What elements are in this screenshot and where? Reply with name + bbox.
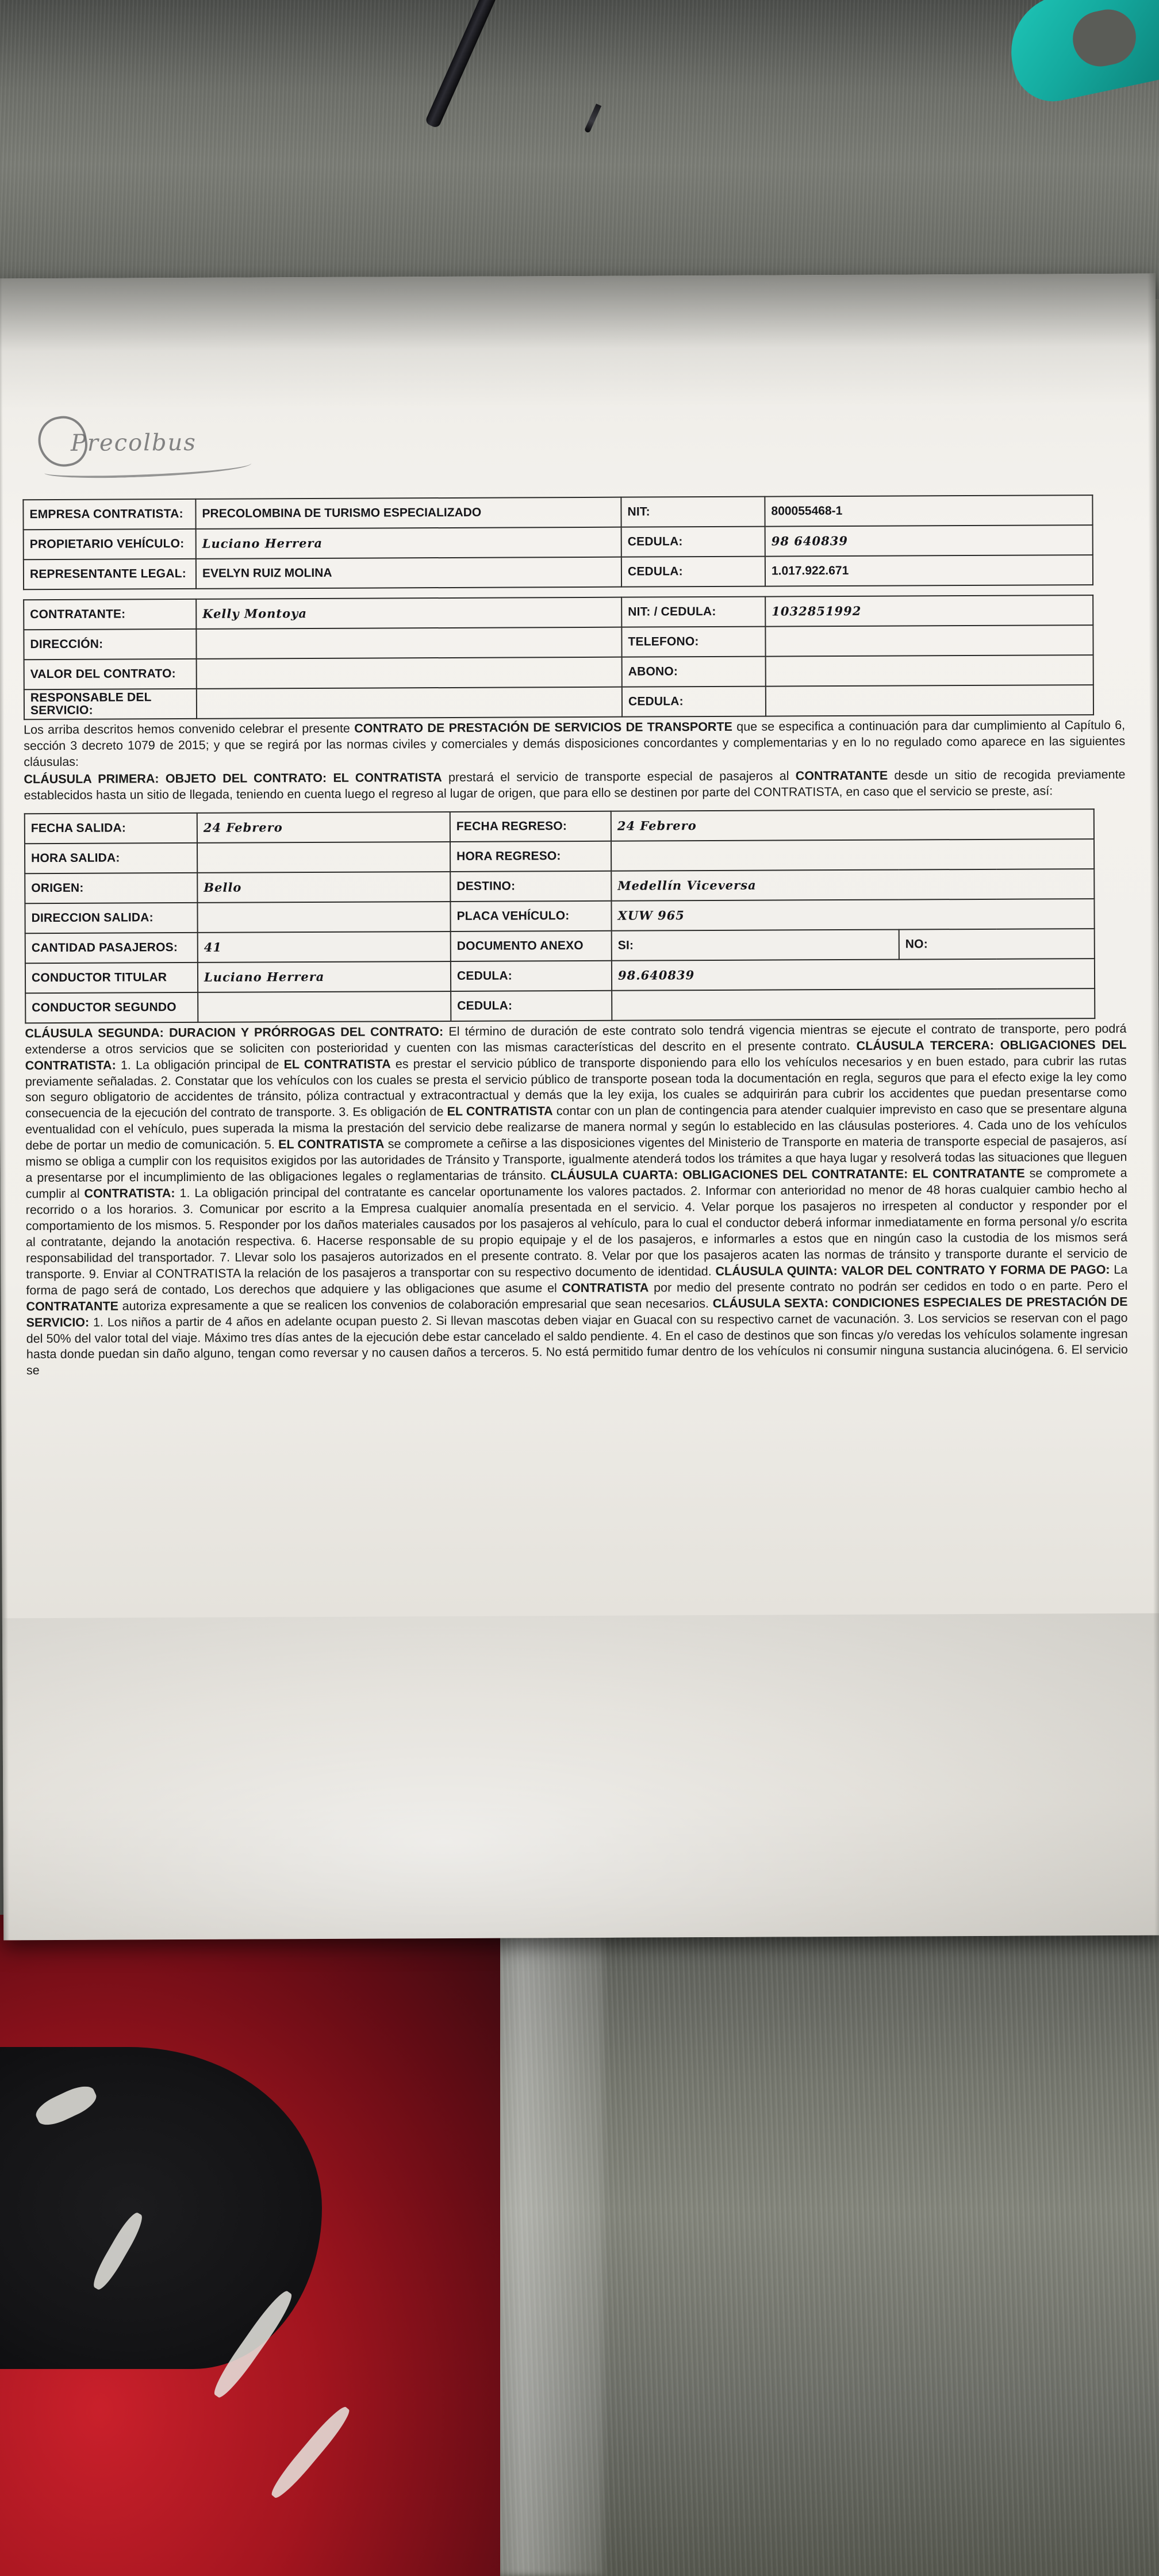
table-row bbox=[25, 959, 1095, 993]
label-empresa-contratista: EMPRESA CONTRATISTA: bbox=[23, 499, 195, 530]
value-fecha-salida: 24 Febrero bbox=[197, 812, 450, 843]
table-row bbox=[25, 929, 1095, 963]
value-cedula-conductor-titular: 98.640839 bbox=[612, 959, 1095, 991]
table-row bbox=[25, 809, 1094, 844]
contract-content bbox=[19, 406, 1133, 1379]
value-representante-legal: EVELYN RUIZ MOLINA bbox=[196, 557, 621, 589]
label-cedula-representante: CEDULA: bbox=[621, 557, 765, 587]
value-direccion-salida bbox=[197, 902, 450, 933]
paper-top-shadow bbox=[0, 274, 1156, 411]
value-cedula-propietario: 98 640839 bbox=[765, 525, 1093, 556]
value-cedula-responsable bbox=[766, 685, 1093, 716]
table-row bbox=[24, 525, 1093, 559]
label-hora-salida: HORA SALIDA: bbox=[25, 843, 197, 873]
value-propietario-vehiculo: Luciano Herrera bbox=[196, 527, 621, 559]
paper-left-edge bbox=[0, 278, 9, 1940]
company-info-table bbox=[22, 494, 1093, 590]
label-destino: DESTINO: bbox=[450, 871, 611, 901]
label-cedula-propietario: CEDULA: bbox=[621, 527, 765, 557]
value-fecha-regreso: 24 Febrero bbox=[611, 809, 1094, 841]
value-hora-regreso bbox=[611, 839, 1094, 871]
label-abono: ABONO: bbox=[622, 657, 766, 687]
value-responsable-servicio bbox=[197, 687, 622, 719]
table-row bbox=[24, 685, 1093, 719]
value-nit-cedula: 1032851992 bbox=[765, 595, 1093, 626]
value-cantidad-pasajeros: 41 bbox=[198, 931, 451, 963]
trip-info-table bbox=[24, 808, 1096, 1023]
label-anexo-si: SI: bbox=[612, 929, 899, 960]
value-conductor-segundo bbox=[198, 991, 451, 1022]
label-cedula-conductor-titular: CEDULA: bbox=[451, 960, 612, 991]
label-conductor-segundo: CONDUCTOR SEGUNDO bbox=[25, 992, 198, 1023]
clausula-primera: CLÁUSULA PRIMERA: OBJETO DEL CONTRATO: EL CONTRATISTA prestará el servicio de transporte especial de pasajeros al CONTRATANTE desde un sitio de recogida previamente establecidos hasta un sitio de llegada, teniendo en cuenta luego el regreso al lugar de origen, que para ello se destinen por parte del CONTRATISTA, en caso que el servicio se preste, así: bbox=[24, 767, 1126, 802]
label-cedula-responsable: CEDULA: bbox=[622, 687, 766, 717]
intro-paragraph: Los arriba descritos hemos convenido celebrar el presente CONTRATO DE PRESTACIÓN DE SERVICIOS DE TRANSPORTE que se especifica a continuación para dar cumplimiento al Capítulo 6, sección 3 decreto 1079 de 2015; y que se regirá por las normas civiles y comerciales y demás disposiciones concordantes y complementarias y en lo no regulado como aparece en las siguientes cláusulas: bbox=[24, 718, 1126, 769]
table-row bbox=[25, 869, 1094, 903]
value-origen: Bello bbox=[197, 872, 450, 903]
value-direccion bbox=[196, 627, 621, 659]
table-row bbox=[24, 595, 1093, 630]
value-cedula-representante: 1.017.922.671 bbox=[765, 555, 1093, 586]
label-direccion-salida: DIRECCION SALIDA: bbox=[25, 903, 197, 933]
label-documento-anexo: DOCUMENTO ANEXO bbox=[451, 930, 612, 961]
client-info-table bbox=[23, 595, 1094, 720]
value-conductor-titular: Luciano Herrera bbox=[198, 961, 451, 992]
label-nit: NIT: bbox=[621, 497, 765, 527]
value-empresa-contratista: PRECOLOMBINA DE TURISMO ESPECIALIZADO bbox=[195, 497, 621, 529]
company-logo bbox=[39, 406, 1129, 480]
value-valor-contrato bbox=[197, 657, 622, 689]
label-representante-legal: REPRESENTANTE LEGAL: bbox=[24, 559, 196, 589]
contract-paper bbox=[0, 274, 1159, 1941]
paper-right-edge bbox=[1148, 274, 1159, 1935]
label-propietario-vehiculo: PROPIETARIO VEHÍCULO: bbox=[24, 529, 196, 559]
value-cedula-conductor-segundo bbox=[612, 988, 1095, 1021]
value-telefono bbox=[765, 625, 1093, 656]
value-hora-salida bbox=[197, 842, 450, 873]
label-origen: ORIGEN: bbox=[25, 873, 197, 903]
value-nit: 800055468-1 bbox=[765, 495, 1092, 526]
label-cedula-conductor-segundo: CEDULA: bbox=[451, 990, 612, 1021]
label-hora-regreso: HORA REGRESO: bbox=[450, 841, 611, 871]
table-row bbox=[24, 655, 1093, 689]
table-row bbox=[25, 899, 1094, 933]
table-row bbox=[23, 495, 1092, 530]
table-row bbox=[25, 988, 1095, 1023]
label-contratante: CONTRATANTE: bbox=[24, 599, 196, 630]
paper-glare bbox=[2, 1613, 1159, 1941]
label-fecha-regreso: FECHA REGRESO: bbox=[450, 811, 611, 841]
value-placa-vehiculo: XUW 965 bbox=[611, 899, 1094, 931]
label-telefono: TELEFONO: bbox=[621, 627, 765, 657]
label-direccion: DIRECCIÓN: bbox=[24, 629, 196, 660]
value-contratante: Kelly Montoya bbox=[196, 597, 621, 629]
logo-wordmark: Precolbus bbox=[70, 429, 197, 457]
table-row bbox=[25, 839, 1094, 873]
label-placa-vehiculo: PLACA VEHÍCULO: bbox=[450, 900, 611, 931]
label-fecha-salida: FECHA SALIDA: bbox=[25, 813, 197, 844]
label-cantidad-pasajeros: CANTIDAD PASAJEROS: bbox=[25, 933, 198, 963]
clauses-body-text: CLÁUSULA SEGUNDA: DURACION Y PRÓRROGAS DEL CONTRATO: El término de duración de este contrato solo tendrá vigencia mientras se ejecute el contrato de transporte, pero podrá extenderse a otros servicios que se soliciten con posterioridad y cuenten con las mismas características del descrito en el presente contrato. CLÁUSULA TERCERA: OBLIGACIONES DEL CONTRATISTA: 1. La obligación principal de EL CONTRATISTA es prestar el servicio público de transporte disponiendo para ello los vehículos necesarios y en buen estado, para cubrir las rutas previamente señaladas. 2. Constatar que los vehículos con los cuales se presta el servicio público de transporte posean toda la documentación en regla, seguros que para el efecto exige la ley como son seguro obligatorio de accidentes de tránsito, póliza contractual y extracontractual y demás que la ley exija, los cuales se adquirirán para cubrir los accidentes que puedan presentarse como consecuencia de la ejecución del contrato de transporte. 3. Es obligación de EL CONTRATISTA contar con un plan de contingencia para atender cualquier imprevisto en caso que se presentare alguna eventualidad con el vehículo, pues superada la misma la prestación del servicio debe realizarse de manera normal y según lo establecido en las cláusulas posteriores. 4. Cada uno de los vehículos debe de portar un medio de comunicación. 5. EL CONTRATISTA se compromete a ceñirse a las disposiciones vigentes del Ministerio de Transporte en materia de transporte especial de pasajeros, así mismo se obliga a cumplir con los requisitos exigidos por las autoridades de Tránsito y Transporte, igualmente atenderá todos los trámites a que haya lugar y resolverá todas las situaciones que lleguen a presentarse por el incumplimiento de las obligaciones legales o reglamentarias de tránsito. CLÁUSULA CUARTA: OBLIGACIONES DEL CONTRATANTE: EL CONTRATANTE se compromete a cumplir al CONTRATISTA: 1. La obligación principal del contratante es cancelar oportunamente los valores pactados. 2. Informar con anterioridad no menor de 48 horas cualquier cambio hecho al recorrido o a los horarios. 3. Comunicar por escrito a la Empresa cualquier anomalía presentada en el servicio. 4. Velar porque los pasajeros no irrespeten al conductor y responder por el comportamiento de los mismos. 5. Responder por los daños materiales causados por los pasajeros al vehículo, para lo cual el conductor deberá informar inmediatamente en forma personal y/o escrita al contratante, dejando la anotación respectiva. 6. Hacerse responsable de su propio equipaje y el de los pasajeros, e informarles a estos que en ningún caso la custodia de los mismos será responsabilidad del transportador. 7. Llevar solo los pasajeros autorizados en el presente contrato. 8. Velar por que los pasajeros acaten las normas de tránsito y transporte durante el servicio de transporte. 9. Enviar al CONTRATISTA la relación de los pasajeros a transportar con su respectivo documento de identidad. CLÁUSULA QUINTA: VALOR DEL CONTRATO Y FORMA DE PAGO: La forma de pago será de contado, Los derechos que adquiere y las obligaciones que asume el CONTRATISTA por medio del presente contrato no podrán ser cedidos en todo o en parte. Pero el CONTRATANTE autoriza expresamente a que se realicen los convenios de colaboración empresarial que sean necesarios. CLÁUSULA SEXTA: CONDICIONES ESPECIALES DE PRESTACIÓN DE SERVICIO: 1. Los niños a partir de 4 años en adelante ocupan puesto 2. Si llevan mascotas deben viajar en Guacal con su respectivo carnet de vacunación. 3. Los servicios se reservan con el pago del 50% del valor total del viaje. Máximo tres días antes de la ejecución debe estar cancelado el saldo pendiente. 4. En el caso de destinos que son fincas y/o veredas los vehículos solamente ingresan hasta donde puedan sin daño alguno, tengan como reversar y no causen daños a terceros. 5. No está permitido fumar dentro de los vehículos ni consumir ninguna sustancia alucinógena. 6. El servicio se bbox=[25, 1021, 1128, 1378]
table-row bbox=[24, 625, 1093, 660]
label-valor-contrato: VALOR DEL CONTRATO: bbox=[24, 659, 197, 689]
value-destino: Medellín Viceversa bbox=[611, 869, 1094, 901]
label-nit-cedula: NIT: / CEDULA: bbox=[621, 597, 765, 627]
label-responsable-servicio: RESPONSABLE DEL SERVICIO: bbox=[24, 689, 197, 719]
label-conductor-titular: CONDUCTOR TITULAR bbox=[25, 963, 198, 993]
label-anexo-no: NO: bbox=[899, 929, 1095, 959]
value-abono bbox=[766, 655, 1093, 686]
metal-table-top bbox=[0, 0, 1159, 299]
table-row bbox=[24, 555, 1093, 589]
